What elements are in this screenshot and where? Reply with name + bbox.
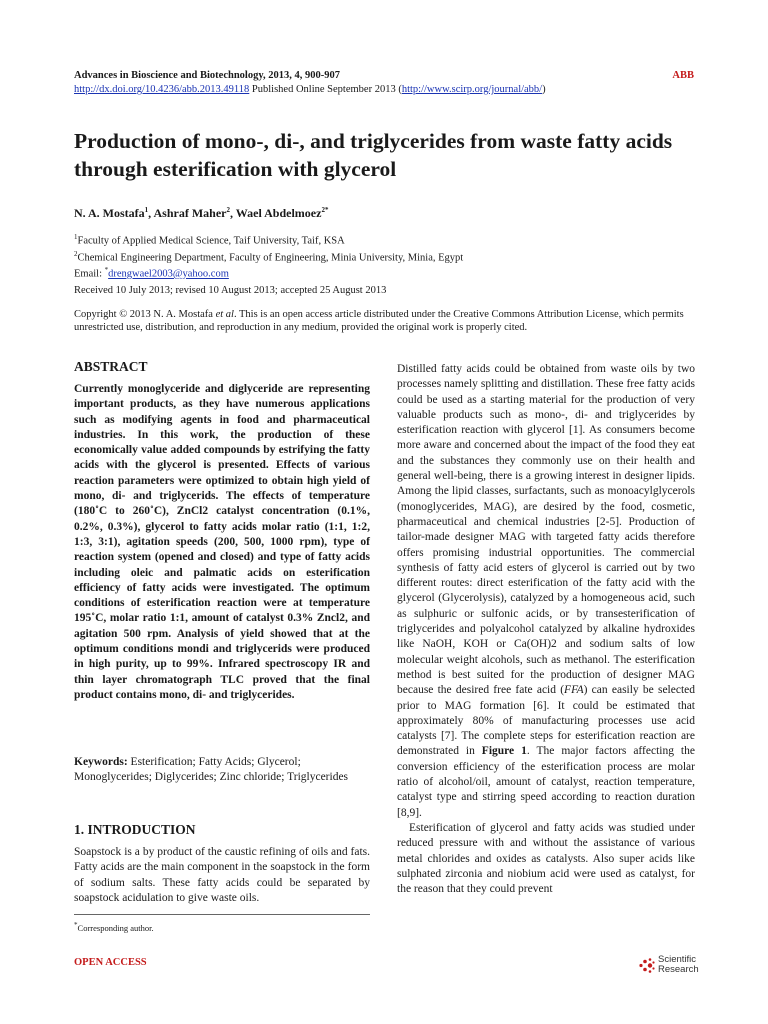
author-3: Wael Abdelmoez$^{2*}$ <box>235 206 329 220</box>
paragraph-1: Distilled fatty acids could be obtained from waste oils by two processes namely splitting and distillation. These free fatty acids could be used as a starting material for the production of very valuable products such as mono-, di- and triglycerides by esterification reaction with glycerol [1]. As consumers become more aware and concerned about the impact of the food they eat and the substances they commonly use on their health and general well-being, there is a growing interest in designer lipids. Among the lipid classes, surfactants, such as monoacylglycerols (monoglycerides, MAG), are desired by the food, cosmetic, pharmaceutical and chemical industries [2-5]. Production of tailor-made designer MAG with targeted fatty acids therefore offers promising industrial opportunities. The commercial synthesis of fatty acid esters of glycerol is carried out by two different routes: direct esterification of the fatty acid with the glycerol (Glycerolysis), catalyzed by a homogeneous acid, such as sulphuric or sulfonic acids, or by transesterification of triglycerides and polyalcohol catalyzed by alkaline hydroxides like NaOH, KOH or Ca(OH)2 and sodium salts of low molecular weight alcohols, such as methanol. The esterification method is best suited for the production of designer MAG because the desired free fate acid (FFA) can easily be selected prior to MAG formation [6]. It could be estimated that approximately 80% of manufacturing processes use acid catalysts [7]. The complete steps for esterification reaction are demonstrated in Figure 1. The major factors affecting the conversion efficiency of the esterification process are molar ratio of alcohol/oil, amount of catalyst, reaction temperature, catalyst type and stirring speed according to reaction duration [8,9]. <box>397 363 696 819</box>
publisher-logo-icon <box>638 957 655 974</box>
affiliations <box>74 231 463 281</box>
affiliation-2: $^2$Chemical Engineering Department, Faculty of Engineering, Minia University, Minia, Egypt <box>74 249 464 263</box>
email-link[interactable]: drengwael2003@yahoo.com <box>108 268 229 280</box>
right-column-text <box>397 362 695 897</box>
published-text: Published Online September 2013 ( <box>251 84 402 95</box>
published-close: ) <box>542 84 546 95</box>
paper-title: Production of mono-, di-, and triglycerides from waste fatty acids through esterification with glycerol <box>74 129 673 181</box>
figure-1-reference: Figure 1 <box>481 745 527 758</box>
paragraph-2: Esterification of glycerol and fatty acids was studied under reduced pressure with and without the assistance of various metal chlorides and oxides as catalysts. Also super acids like sulphated zirconia and niobium acid were used as catalyst, for the reason that they could prevent <box>397 821 695 896</box>
abstract-text: Currently monoglyceride and diglyceride are representing important products, as they have numerous applications such as modifying agents in food and pharmaceutical industries. In this work, the production of these economically value added compounds by estrifying the fatty acids with the glycerol is presented. Effects of various reaction parameters were optimized to obtain high yield of mono, di- and triglycerids. The effects of temperature (180˚C to 260˚C), ZnCl2 catalyst concentration (0.1%, 0.2%, 0.3%), glycerol to fatty acids molar ratio (1:1, 1:2, 1:3, 3:1), agitation speeds (200, 500, 1000 rpm), type of reaction system (opened and closed) and type of fatty acids including oleic and palmatic acids on esterification efficiency of fatty acids were investigated. The optimum conditions of esterification reaction were at temperature 195˚C, molar ratio 1:1, amount of catalyst 0.3% Zncl2, and agitation 500 rpm. Analysis of yield showed that at the optimum conditions mondi and triglycerids were produced in high purity, up to 99%. Infrared spectroscopy IR and thin layer chromatograph TLC proved that the final product contains mono, di- and triglycerides. <box>74 383 370 701</box>
footnote: *Corresponding author. <box>74 921 154 933</box>
scientific-research-logo <box>638 955 699 975</box>
author-list <box>74 206 328 221</box>
doi-line <box>74 84 546 95</box>
author-2: Ashraf Maher$^2$, <box>153 206 236 220</box>
doi-link[interactable]: http://dx.doi.org/10.4236/abb.2013.49118 <box>74 84 250 95</box>
copyright-notice: Copyright © 2013 N. A. Mostafa et al. This is an open access article distributed under the Creative Commons Attribution License, which permits unrestricted use, distribution, and reproduction in any medium, provided the original work is properly cited. <box>74 309 684 333</box>
footnote-divider <box>74 914 370 915</box>
introduction-heading: 1. INTRODUCTION <box>74 822 196 837</box>
abstract-heading: ABSTRACT <box>74 359 148 374</box>
journal-abbreviation: ABB <box>672 70 694 81</box>
email-line: Email: *drengwael2003@yahoo.com <box>74 266 229 280</box>
affiliation-1: $^1$Faculty of Applied Medical Science, Taif University, Taif, KSA <box>74 233 345 247</box>
open-access-label: OPEN ACCESS <box>74 957 147 968</box>
journal-citation: Advances in Bioscience and Biotechnology, 2013, 4, 900-907 <box>74 70 341 81</box>
author-1: N. A. Mostafa$^1$, <box>74 206 154 220</box>
introduction-text: Soapstock is a by product of the caustic refining of oils and fats. Fatty acids are the main component in the soapstock in the form of sodium salts. These fatty acids could be separated by soapstock acidulation to give waste oils. <box>74 846 370 904</box>
journal-link[interactable]: http://www.scirp.org/journal/abb/ <box>401 84 543 95</box>
logo-text: Scientific Research <box>658 954 699 975</box>
received-dates: Received 10 July 2013; revised 10 August 2013; accepted 25 August 2013 <box>74 285 387 296</box>
keywords: Keywords: Esterification; Fatty Acids; Glycerol; Monoglycerides; Diglycerides; Zinc chloride; Triglycerides <box>74 756 349 784</box>
